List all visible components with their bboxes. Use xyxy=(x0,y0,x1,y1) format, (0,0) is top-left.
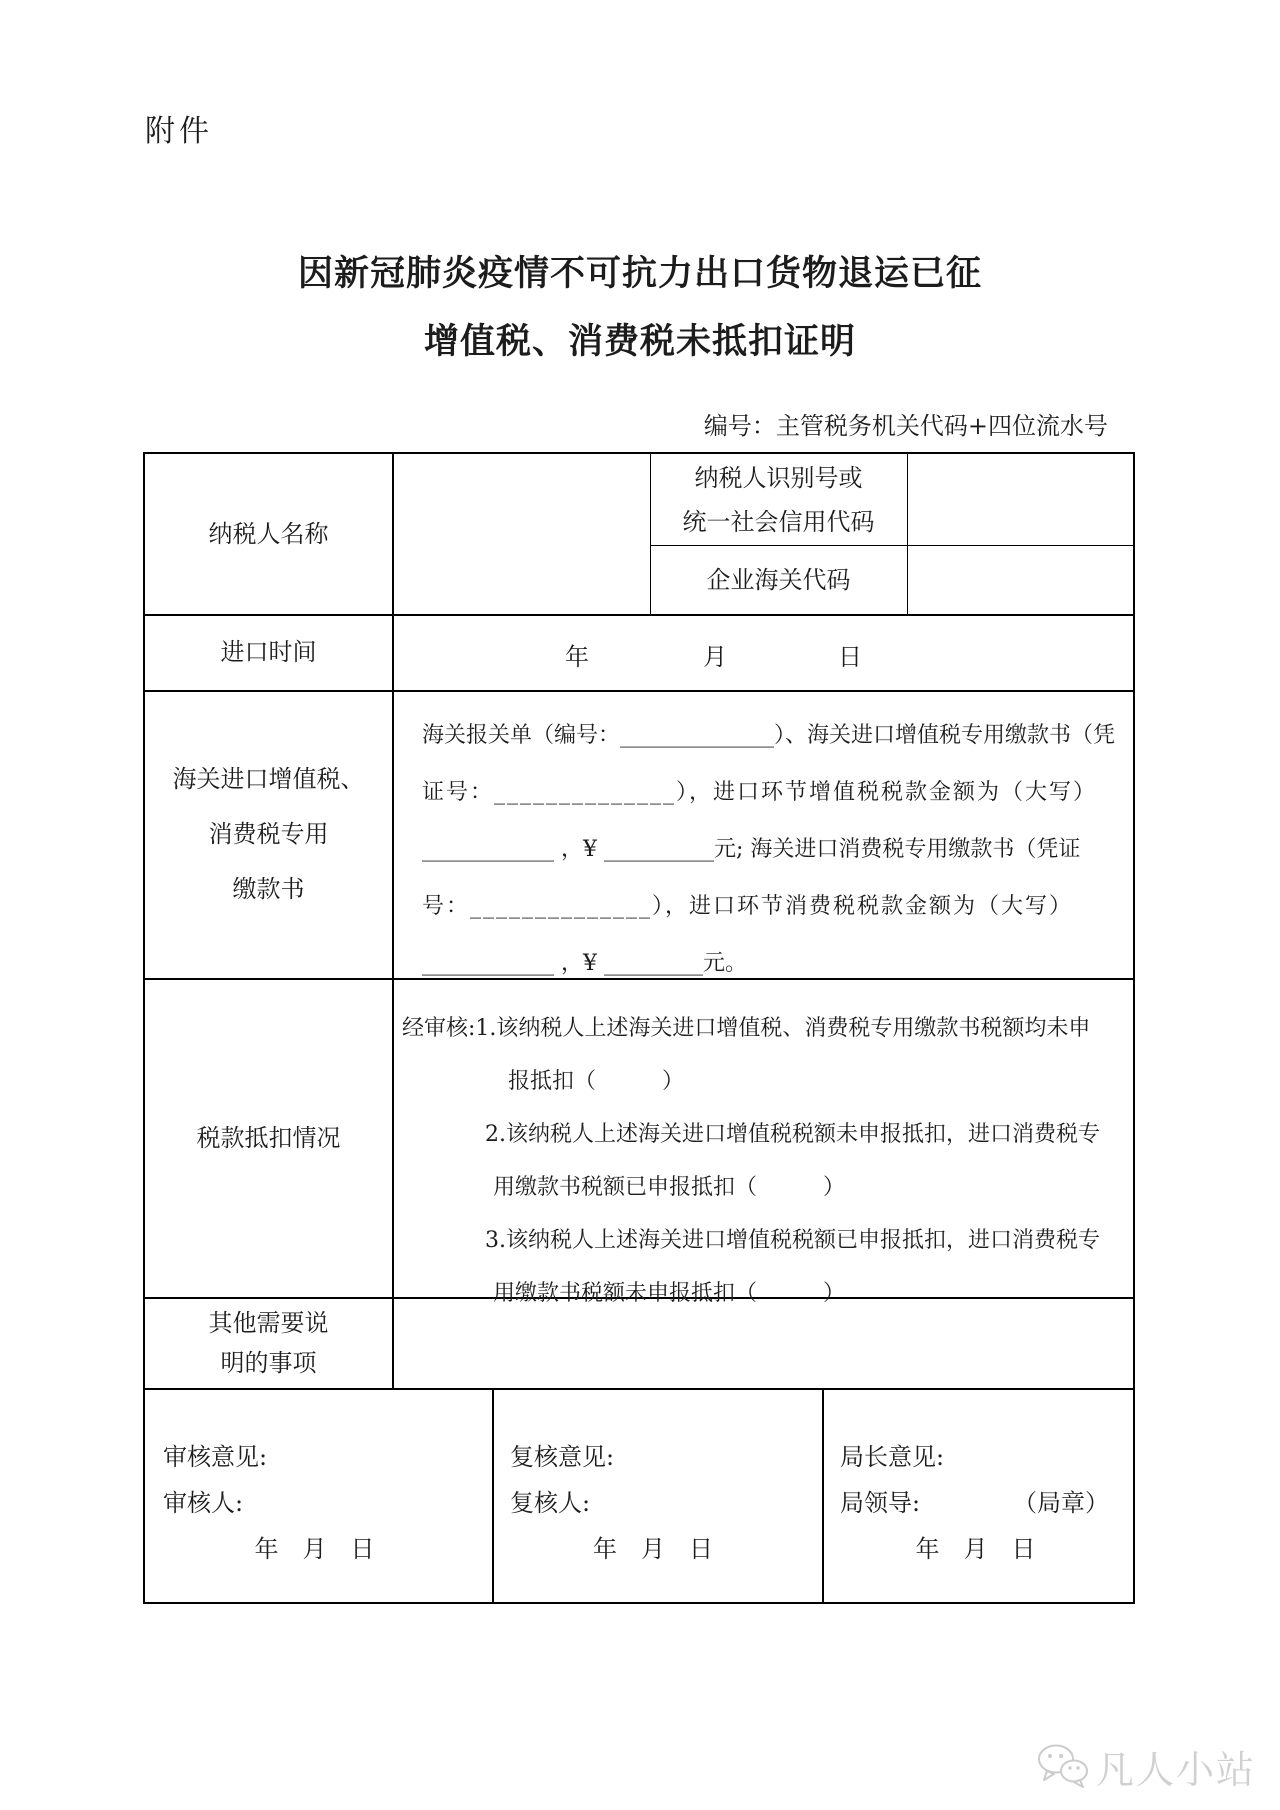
deduction-label-cell xyxy=(145,978,392,1297)
director-opinion-label: 局长意见: xyxy=(840,1443,945,1471)
review-opinion-cell xyxy=(145,1388,492,1602)
taxpayer-id-value-cell xyxy=(907,454,1137,545)
director-date-line: 年 月 日 xyxy=(915,1535,1036,1563)
document-title-line2: 增值税、消费税未抵扣证明 xyxy=(423,322,856,362)
payment-doc-line: 号：______________），进口环节消费税税款金额为（大写） xyxy=(422,894,1074,919)
customs-code-label: 企业海关代码 xyxy=(706,565,851,594)
payment-doc-line: ____________ ，¥ __________元; 海关进口消费税专用缴款书（凭证 xyxy=(422,837,1081,862)
payment-doc-label-line2: 消费税专用 xyxy=(208,819,329,848)
recheck-person-label: 复核人: xyxy=(510,1489,591,1517)
other-notes-label-cell xyxy=(145,1297,392,1388)
director-person-line xyxy=(840,1480,1137,1526)
recheck-opinion-cell xyxy=(492,1388,822,1602)
deduction-line: 经审核:1.该纳税人上述海关进口增值税、消费税专用缴款书税额均未申 xyxy=(402,1016,1091,1041)
other-notes-value-cell xyxy=(392,1297,1137,1388)
review-person-label: 审核人: xyxy=(163,1489,244,1517)
recheck-date-line: 年 月 日 xyxy=(593,1535,713,1563)
document-title-line1: 因新冠肺炎疫情不可抗力出口货物退运已征 xyxy=(297,254,982,294)
taxpayer-id-label-cell xyxy=(650,454,907,545)
review-date-line: 年 月 日 xyxy=(254,1535,375,1563)
director-person-label: 局领导: xyxy=(840,1489,921,1517)
watermark xyxy=(1036,1739,1256,1794)
wechat-icon xyxy=(1036,1742,1090,1792)
import-time-label-cell xyxy=(145,614,392,690)
recheck-opinion-label: 复核意见: xyxy=(510,1443,615,1471)
taxpayer-name-label-cell xyxy=(145,454,392,614)
taxpayer-name-label: 纳税人名称 xyxy=(208,520,329,548)
customs-code-label-cell xyxy=(650,545,907,614)
payment-doc-line: 海关报关单（编号：______________）、海关进口增值税专用缴款书（凭 xyxy=(422,723,1116,748)
deduction-label: 税款抵扣情况 xyxy=(196,1123,341,1152)
payment-doc-label-line3: 缴款书 xyxy=(232,874,305,903)
taxpayer-id-label-line1: 纳税人识别号或 xyxy=(694,463,863,492)
seal-placeholder-label: （局章） xyxy=(1013,1489,1109,1517)
deduction-line: 用缴款书税额已申报抵扣（ ） xyxy=(493,1175,846,1200)
deduction-line: 报抵扣（ ） xyxy=(508,1069,685,1094)
director-opinion-cell xyxy=(822,1388,1137,1602)
watermark-text: 凡人小站 xyxy=(1095,1748,1256,1792)
payment-doc-line: ____________ ，¥ _________元。 xyxy=(422,951,747,976)
payment-doc-label-cell xyxy=(145,690,392,978)
deduction-line: 3.该纳税人上述海关进口增值税税额已申报抵扣，进口消费税专 xyxy=(485,1228,1100,1253)
document-title xyxy=(0,240,1280,376)
deduction-line: 用缴款书税额未申报抵扣（ ） xyxy=(493,1281,846,1306)
deduction-line: 2.该纳税人上述海关进口增值税税额未申报抵扣，进口消费税专 xyxy=(485,1122,1100,1147)
taxpayer-id-label-line2: 统一社会信用代码 xyxy=(682,507,875,536)
payment-doc-label-line1: 海关进口增值税、 xyxy=(172,764,365,793)
other-notes-label-line1: 其他需要说 xyxy=(208,1308,329,1337)
import-month-label: 月 xyxy=(703,643,727,671)
payment-doc-content-cell xyxy=(422,707,1132,977)
deduction-content-cell xyxy=(402,1002,1132,1306)
other-notes-label-line2: 明的事项 xyxy=(220,1348,317,1377)
import-year-label: 年 xyxy=(565,643,589,671)
customs-code-value-cell xyxy=(907,545,1137,614)
certificate-table xyxy=(143,452,1135,1604)
serial-number-note: 编号：主管税务机关代码+四位流水号 xyxy=(703,412,1108,440)
attachment-label: 附件 xyxy=(145,114,213,149)
import-day-label: 日 xyxy=(838,643,862,671)
taxpayer-name-value-cell xyxy=(392,454,650,614)
review-opinion-label: 审核意见: xyxy=(163,1443,268,1471)
payment-doc-line: 证号：______________），进口环节增值税税款金额为（大写） xyxy=(422,780,1098,805)
import-time-label: 进口时间 xyxy=(220,638,317,666)
